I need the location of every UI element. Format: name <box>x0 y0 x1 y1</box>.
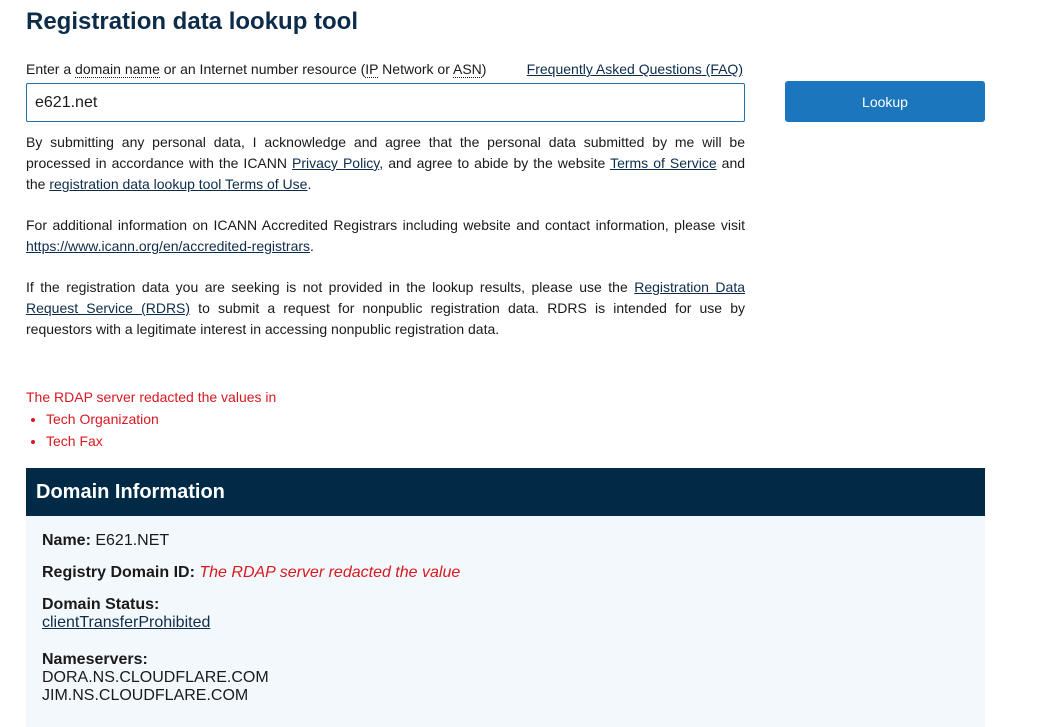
prompt-text-mid2: Network or <box>378 61 453 77</box>
registrars-paragraph <box>26 215 745 257</box>
registry-domain-id-value: The RDAP server redacted the value <box>199 564 461 581</box>
consent-paragraph <box>26 132 745 195</box>
consent-text-2: , and agree to abide by the website <box>379 155 611 171</box>
redaction-item-tech-organization: • Tech Organization <box>46 408 276 430</box>
tool-terms-of-use-link[interactable]: registration data lookup tool Terms of Use <box>49 176 308 192</box>
prompt-text-post: ) <box>481 61 487 77</box>
registrars-text-end: . <box>310 238 314 254</box>
rdrs-link[interactable]: Registration Data Request Service (RDRS) <box>26 279 746 316</box>
domain-status-label: Domain Status: <box>42 596 160 613</box>
registrars-text: For additional information on ICANN Accredited Registrars including website and contact information, please visit <box>26 217 745 233</box>
domain-information-header: Domain Information <box>26 468 985 516</box>
asn-abbr: ASN <box>452 61 482 77</box>
redaction-notice <box>26 386 276 452</box>
faq-link[interactable]: Frequently Asked Questions (FAQ) <box>526 61 743 77</box>
page-title: Registration data lookup tool <box>26 8 359 35</box>
domain-status-link[interactable]: clientTransferProhibited <box>42 614 211 631</box>
accredited-registrars-link[interactable]: https://www.icann.org/en/accredited-registrars <box>26 238 311 254</box>
consent-text-3: and the <box>26 155 746 192</box>
rdrs-text-2: to submit a request for nonpublic registration data. RDRS is intended for use by requestors with a legitimate interest in accessing nonpublic registration data. <box>26 300 745 337</box>
nameservers-field <box>42 651 269 705</box>
consent-text-4: . <box>307 176 312 192</box>
registry-domain-id-label: Registry Domain ID: <box>42 564 195 581</box>
domain-name-value: E621.NET <box>95 532 170 549</box>
lookup-button[interactable]: Lookup <box>785 81 985 122</box>
prompt-text-mid: or an Internet number resource ( <box>159 61 366 77</box>
domain-information-panel <box>26 468 985 727</box>
rdrs-paragraph <box>26 277 745 340</box>
redaction-list <box>26 408 276 452</box>
nameserver-item: DORA.NS.CLOUDFLARE.COM <box>42 669 269 686</box>
nameservers-label: Nameservers: <box>42 651 148 668</box>
domain-name-field <box>42 532 169 550</box>
prompt-text-pre: Enter a <box>26 61 76 77</box>
domain-name-abbr: domain name <box>75 61 160 77</box>
privacy-policy-link[interactable]: Privacy Policy <box>292 155 380 171</box>
registry-domain-id-field <box>42 564 460 582</box>
domain-status-field <box>42 596 210 632</box>
search-input[interactable] <box>26 83 745 122</box>
domain-name-label: Name: <box>42 532 91 549</box>
terms-of-service-link[interactable]: Terms of Service <box>610 155 717 171</box>
redaction-item-tech-fax: • Tech Fax <box>46 430 276 452</box>
rdrs-text-1: If the registration data you are seeking is not provided in the lookup results, please use the <box>26 279 635 295</box>
consent-text-1: By submitting any personal data, I acknowledge and agree that the personal data submitted by me will be processed in accordance with the ICANN <box>26 134 745 171</box>
ip-abbr: IP <box>365 61 379 77</box>
redaction-heading: The RDAP server redacted the values in <box>26 389 277 405</box>
nameserver-item: JIM.NS.CLOUDFLARE.COM <box>42 687 249 704</box>
search-prompt <box>26 60 745 78</box>
